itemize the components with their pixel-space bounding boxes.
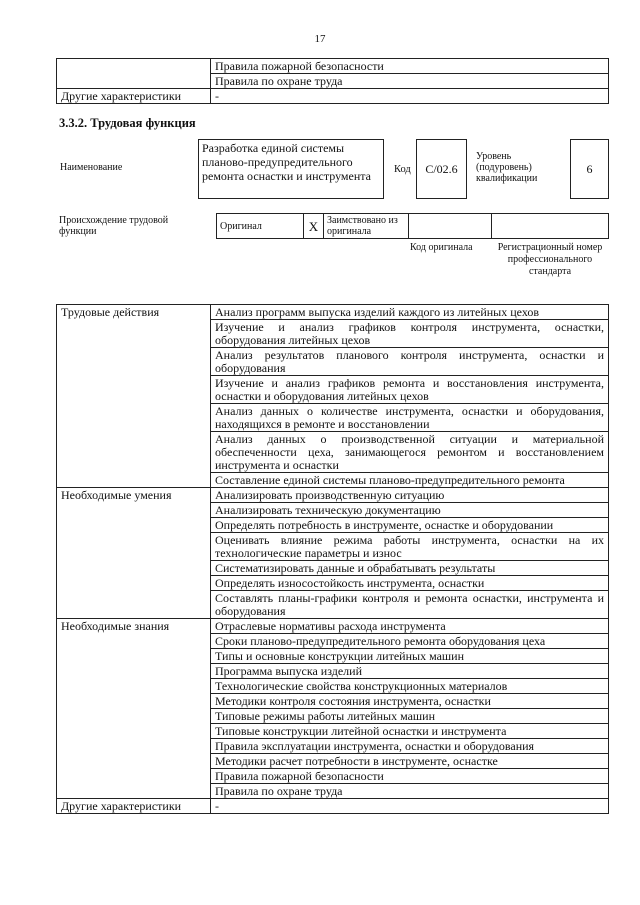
- level-value-box: 6: [570, 139, 609, 199]
- category-cell: Необходимые умения: [57, 488, 211, 619]
- item-cell: Методики расчет потребности в инструменте, оснастке: [211, 754, 609, 769]
- level-label: Уровень (подуровень) квалификации: [476, 151, 538, 184]
- origin-table: [216, 213, 609, 239]
- section-title: 3.3.2. Трудовая функция: [59, 116, 196, 130]
- item-cell: Типы и основные конструкции литейных машин: [211, 649, 609, 664]
- item-cell: Правила пожарной безопасности: [211, 769, 609, 784]
- item-cell: Систематизировать данные и обрабатывать результаты: [211, 561, 609, 576]
- item-cell: Анализировать производственную ситуацию: [211, 488, 609, 503]
- top-continuation-table: [56, 58, 609, 104]
- registration-number-caption: Регистрационный номер профессионального стандарта: [497, 242, 603, 277]
- item-cell: Определять потребность в инструменте, оснастке и оборудовании: [211, 518, 609, 533]
- item-cell: Анализировать техническую документацию: [211, 503, 609, 518]
- item-cell: Анализ данных о количестве инструмента, оснастки и оборудования, находящихся в ремонте и восстановлении: [211, 404, 609, 432]
- item-cell: Типовые конструкции литейной оснастки и инструмента: [211, 724, 609, 739]
- item-cell: Правила пожарной безопасности: [211, 59, 609, 74]
- item-cell: Составлять планы-графики контроля и ремонта оснастки, инструмента и оборудования: [211, 591, 609, 619]
- category-cell: [57, 59, 211, 89]
- original-mark: Х: [304, 214, 324, 239]
- item-cell: Составление единой системы планово-предупредительного ремонта: [211, 473, 609, 488]
- function-name-box: Разработка единой системы планово-предупредительного ремонта оснастки и инструмента: [198, 139, 384, 199]
- table-row: [57, 619, 609, 634]
- table-row: [57, 89, 609, 104]
- item-cell: Анализ результатов планового контроля инструмента, оснастки и оборудования: [211, 348, 609, 376]
- original-label: Оригинал: [217, 214, 304, 239]
- origin-label: Происхождение трудовой функции: [59, 215, 169, 237]
- original-code-cell: [409, 214, 492, 239]
- item-cell: Методики контроля состояния инструмента, оснастки: [211, 694, 609, 709]
- code-label: Код: [394, 164, 411, 175]
- page-number: 17: [314, 33, 326, 45]
- item-cell: Программа выпуска изделий: [211, 664, 609, 679]
- item-cell: Правила по охране труда: [211, 74, 609, 89]
- item-cell: -: [211, 89, 609, 104]
- category-cell: Необходимые знания: [57, 619, 211, 799]
- item-cell: Типовые режимы работы литейных машин: [211, 709, 609, 724]
- table-row: [57, 799, 609, 814]
- item-cell: Правила по охране труда: [211, 784, 609, 799]
- item-cell: Изучение и анализ графиков контроля инструмента, оснастки, оборудования литейных цехов: [211, 320, 609, 348]
- item-cell: -: [211, 799, 609, 814]
- borrowed-label: Заимствовано из оригинала: [324, 214, 409, 239]
- item-cell: Оценивать влияние режима работы инструмента, оснастки на их технологические параметры и износ: [211, 533, 609, 561]
- category-cell: Трудовые действия: [57, 305, 211, 488]
- item-cell: Определять износостойкость инструмента, оснастки: [211, 576, 609, 591]
- item-cell: Сроки планово-предупредительного ремонта оборудования цеха: [211, 634, 609, 649]
- item-cell: Технологические свойства конструкционных материалов: [211, 679, 609, 694]
- item-cell: Изучение и анализ графиков ремонта и восстановления инструмента, оснастки и оборудования литейных цехов: [211, 376, 609, 404]
- table-row: [57, 59, 609, 74]
- function-code-box: С/02.6: [416, 139, 467, 199]
- labor-function-table: [56, 304, 609, 814]
- item-cell: Отраслевые нормативы расхода инструмента: [211, 619, 609, 634]
- item-cell: Анализ данных о производственной ситуации и материальной обеспеченности цеха, занимающегося ремонтом и восстановлением инструмента и оснастки: [211, 432, 609, 473]
- category-cell: Другие характеристики: [57, 799, 211, 814]
- registration-number-cell: [492, 214, 609, 239]
- item-cell: Анализ программ выпуска изделий каждого из литейных цехов: [211, 305, 609, 320]
- name-label: Наименование: [60, 162, 123, 173]
- category-cell: Другие характеристики: [57, 89, 211, 104]
- item-cell: Правила эксплуатации инструмента, оснастки и оборудования: [211, 739, 609, 754]
- original-code-caption: Код оригинала: [410, 242, 473, 253]
- table-row: [57, 305, 609, 320]
- table-row: [57, 488, 609, 503]
